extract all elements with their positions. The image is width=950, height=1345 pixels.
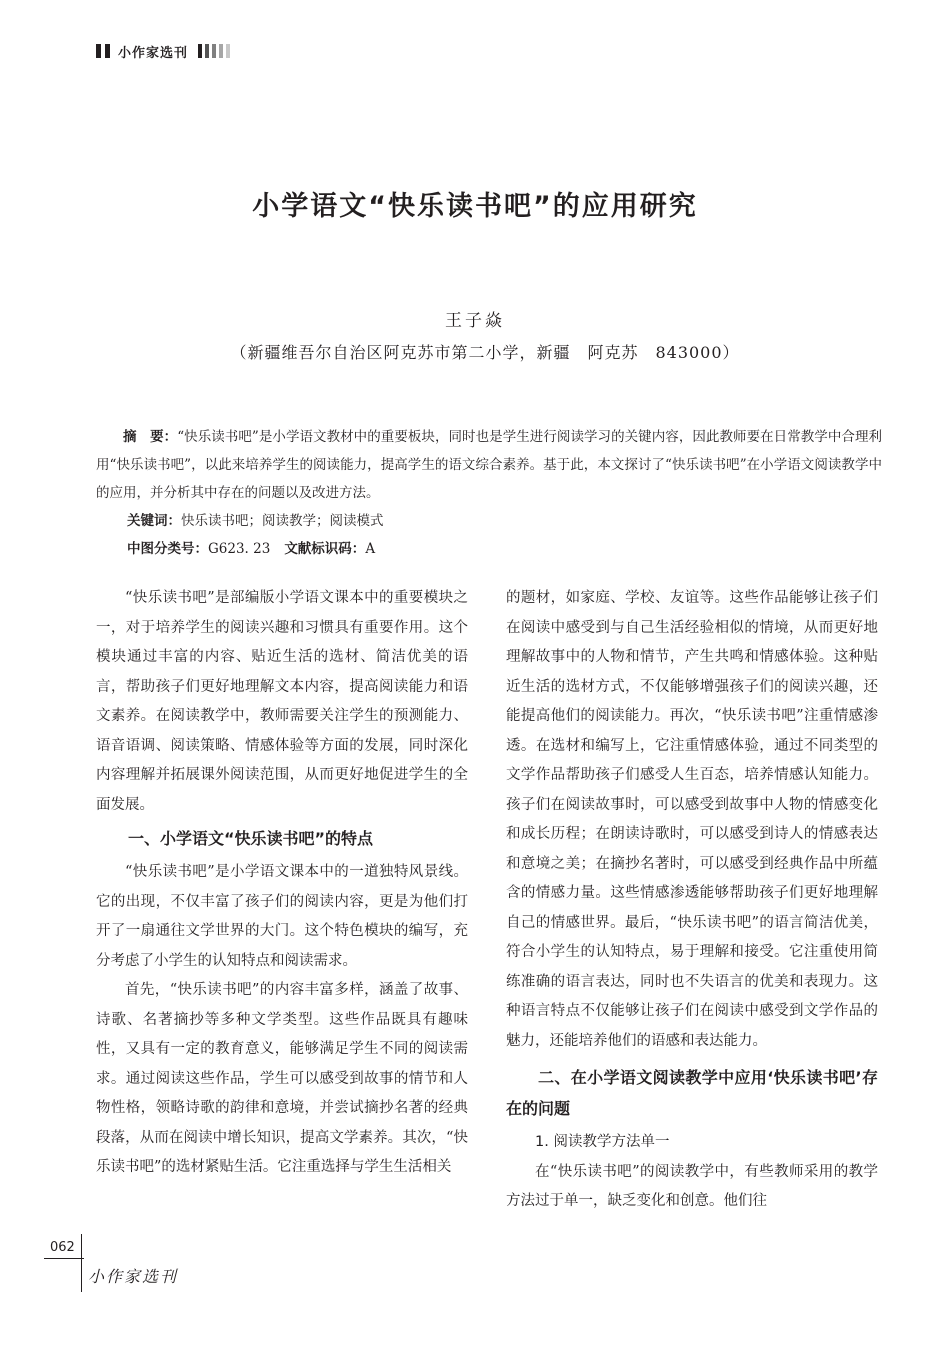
abstract-paragraph (96, 423, 882, 507)
doc-code-label: 文献标识码： (284, 541, 366, 557)
page-number: 062 (50, 1240, 75, 1255)
clc-label: 中图分类号： (127, 541, 208, 557)
author-name: 王子焱 (445, 311, 505, 331)
doc-code-value: A (365, 541, 376, 557)
subsection-1-heading: 1. 阅读教学方法单一 (535, 1134, 670, 1150)
journal-logo: 小作家选刊 (88, 1267, 179, 1286)
section-1-paragraph-1: “快乐读书吧”是小学语文课本中的一道独特风景线。它的出现，不仅丰富了孩子们的阅读内容，更是为他们打开了一扇通往文学世界的大门。这个特色模块的编写，充分考虑了小学生的认知特点和阅读需求。 (96, 864, 468, 969)
footer-divider (44, 1258, 84, 1259)
running-header (96, 40, 230, 62)
footer-rule (81, 1234, 82, 1292)
page-footer (44, 1234, 194, 1294)
abstract-label: 摘 要： (123, 429, 178, 445)
section-1-paragraph-2: 首先，“快乐读书吧”的内容丰富多样，涵盖了故事、诗歌、名著摘抄等多种文学类型。这些作品既具有趣味性，又具有一定的教育意义，能够满足学生不同的阅读需求。通过阅读这些作品，学生可以感受到故事的情节和人物性格，领略诗歌的韵律和意境，并尝试摘抄名著的经典段落，从而在阅读中增长知识，提高文学素养。其次，“快乐读书吧”的选材紧贴生活。它注重选择与学生生活相关 (96, 982, 468, 1175)
keywords-line (96, 507, 882, 535)
section-2-heading: 二、在小学语文阅读教学中应用‘快乐读书吧’存在的问题 (506, 1068, 878, 1118)
author-affiliation: （新疆维吾尔自治区阿克苏市第二小学，新疆 阿克苏 843000） (230, 343, 740, 362)
header-bars-icon (96, 44, 110, 58)
body-column-right (506, 584, 878, 1217)
section-1-heading: 一、小学语文“快乐读书吧”的特点 (128, 829, 374, 848)
body-column-left (96, 584, 468, 1183)
section-1-paragraph-2-continued: 的题材，如家庭、学校、友谊等。这些作品能够让孩子们在阅读中感受到与自己生活经验相似的情境，从而更好地理解故事中的人物和情节，产生共鸣和情感体验。这种贴近生活的选材方式，不仅能够增强孩子们的阅读兴趣，还能提高他们的阅读能力。再次，“快乐读书吧”注重情感渗透。在选材和编写上，它注重情感体验，通过不同类型的文学作品帮助孩子们感受人生百态，培养情感认知能力。孩子们在阅读故事时，可以感受到故事中人物的情感变化和成长历程；在朗读诗歌时，可以感受到诗人的情感表达和意境之美；在摘抄名著时，可以感受到经典作品中所蕴含的情感力量。这些情感渗透能够帮助孩子们更好地理解自己的情感世界。最后，“快乐读书吧”的语言简洁优美，符合小学生的认知特点，易于理解和接受。它注重使用简练准确的语言表达，同时也不失语言的优美和表现力。这种语言特点不仅能够让孩子们在阅读中感受到文学作品的魅力，还能培养他们的语感和表达能力。 (506, 590, 878, 1049)
abstract-text: “快乐读书吧”是小学语文教材中的重要板块，同时也是学生进行阅读学习的关键内容，因此教师要在日常教学中合理利用“快乐读书吧”，以此来培养学生的阅读能力，提高学生的语文综合素养。基于此，本文探讨了“快乐读书吧”在小学语文阅读教学中的应用，并分析其中存在的问题以及改进方法。 (96, 429, 883, 501)
classification-line (96, 535, 882, 563)
clc-value: G623. 23 (208, 541, 271, 557)
header-gradient-bars-icon (198, 44, 230, 58)
keywords-text: 快乐读书吧；阅读教学；阅读模式 (181, 513, 384, 529)
subsection-1-paragraph-1: 在“快乐读书吧”的阅读教学中，有些教师采用的教学方法过于单一，缺乏变化和创意。他们往 (506, 1163, 878, 1209)
keywords-label: 关键词： (127, 513, 181, 529)
article-title: 小学语文“快乐读书吧”的应用研究 (252, 191, 698, 222)
journal-name: 小作家选刊 (118, 45, 189, 61)
abstract-block (96, 423, 882, 563)
intro-paragraph: “快乐读书吧”是部编版小学语文课本中的重要模块之一，对于培养学生的阅读兴趣和习惯具有重要作用。这个模块通过丰富的内容、贴近生活的选材、简洁优美的语言，帮助孩子们更好地理解文本内容，提高阅读能力和语文素养。在阅读教学中，教师需要关注学生的预测能力、语音语调、阅读策略、情感体验等方面的发展，同时深化内容理解并拓展课外阅读范围，从而更好地促进学生的全面发展。 (96, 590, 468, 813)
